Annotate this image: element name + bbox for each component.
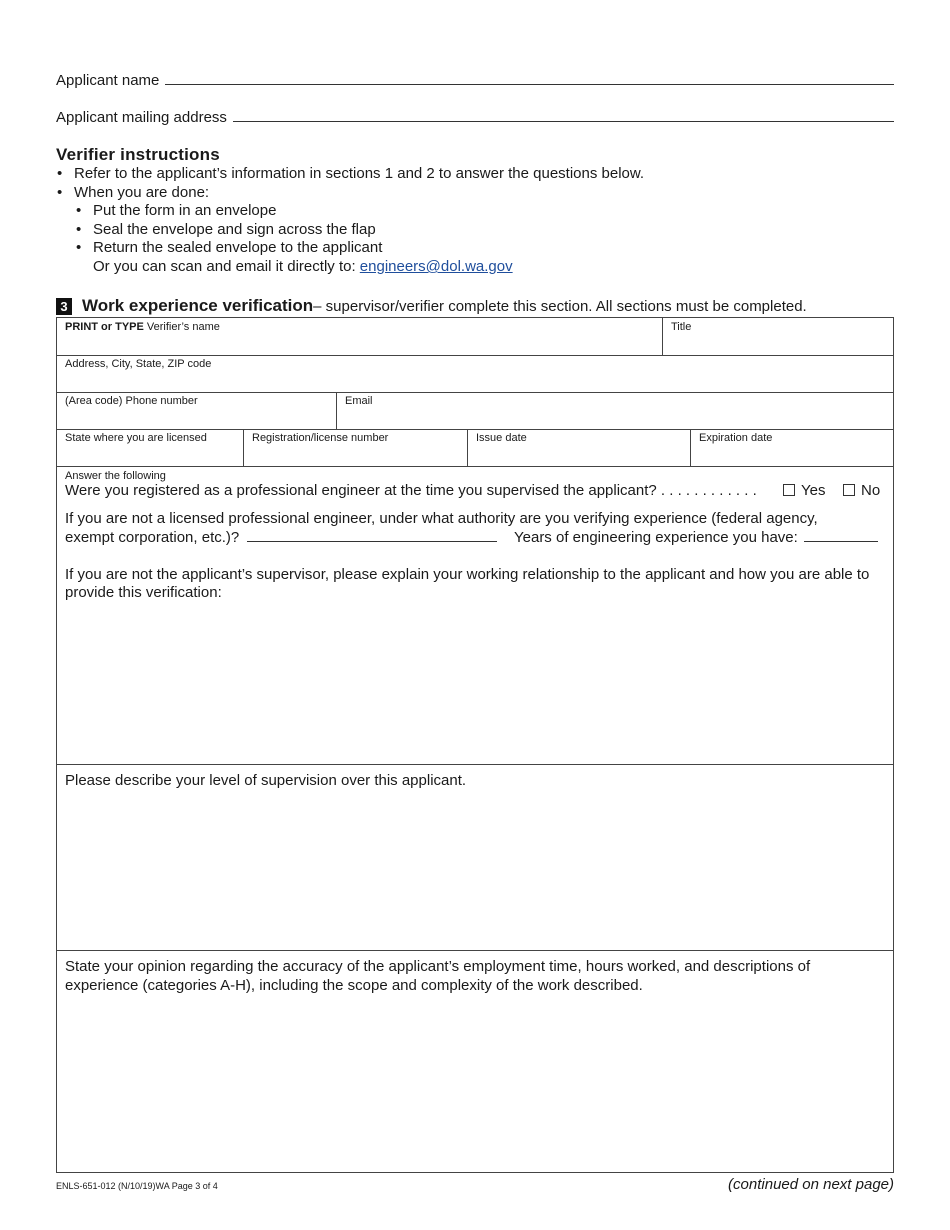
title-label: Title	[671, 321, 692, 333]
opinion-field[interactable]	[57, 950, 893, 1172]
address-label: Address, City, State, ZIP code	[65, 358, 212, 370]
issue-date-field[interactable]	[468, 429, 690, 466]
years-label: Years of engineering experience you have:	[514, 528, 798, 546]
section-subtitle: – supervisor/verifier complete this section. All sections must be completed.	[313, 297, 807, 315]
applicant-name-label: Applicant name	[56, 72, 160, 89]
form-id: ENLS-651-012 (N/10/19)WA Page 3 of 4	[56, 1181, 218, 1191]
applicant-name-line[interactable]	[165, 83, 894, 85]
section-3-heading	[56, 296, 807, 316]
no-checkbox[interactable]	[843, 484, 855, 496]
state-licensed-field[interactable]	[57, 429, 243, 466]
instruction-subitem: • Return the sealed envelope to the applicant	[75, 239, 875, 258]
scan-text: Or you can scan and email it directly to:	[93, 258, 356, 275]
applicant-address-label: Applicant mailing address	[56, 109, 227, 126]
address-field[interactable]	[57, 355, 893, 392]
email-label: Email	[345, 395, 373, 407]
registration-label: Registration/license number	[252, 432, 389, 444]
print-or-type-label: PRINT or TYPE	[65, 321, 144, 333]
yes-checkbox[interactable]	[783, 484, 795, 496]
state-label: State where you are licensed	[65, 432, 207, 444]
verification-form	[56, 317, 894, 1173]
verifier-name-label: Verifier’s name	[146, 321, 220, 333]
applicant-address-row	[56, 109, 894, 126]
questions-block	[57, 466, 893, 764]
opinion-question: State your opinion regarding the accuracy of the applicant’s employment time, hours worked, and descriptions of experience (categories A-H), including the scope and complexity of the work described.	[65, 958, 811, 994]
no-option[interactable]	[843, 482, 880, 501]
authority-question-line1: If you are not a licensed professional engineer, under what authority are you verifying experience (federal agency,	[65, 510, 818, 527]
years-group	[514, 529, 878, 548]
title-field[interactable]	[663, 318, 893, 355]
verifier-instructions-title: Verifier instructions	[56, 145, 220, 164]
instruction-sublist	[75, 202, 875, 258]
expiration-date-label: Expiration date	[699, 432, 773, 444]
relationship-question: If you are not the applicant’s supervisor, please explain your working relationship to the applicant and how you are able to provide this verification:	[65, 565, 870, 601]
instruction-subitem: • Put the form in an envelope	[75, 202, 875, 221]
email-field[interactable]	[337, 392, 893, 429]
email-link[interactable]: engineers@dol.wa.gov	[359, 258, 513, 275]
section-number-badge: 3	[56, 298, 72, 315]
registered-question: Were you registered as a professional engineer at the time you supervised the applicant? . . . . . . . . . . . .	[65, 482, 757, 499]
applicant-address-line[interactable]	[233, 120, 894, 122]
verifier-instructions-list	[56, 165, 896, 202]
registered-question-row	[65, 482, 885, 501]
no-label: No	[861, 482, 881, 499]
answer-following-label: Answer the following	[65, 470, 166, 482]
expiration-date-field[interactable]	[691, 429, 893, 466]
supervision-question: Please describe your level of supervision over this applicant.	[65, 772, 467, 789]
instruction-item: • When you are done:	[56, 184, 896, 203]
authority-question-line2: exempt corporation, etc.)?	[65, 528, 240, 546]
authority-question-row	[65, 529, 885, 548]
applicant-name-row	[56, 72, 894, 89]
yes-label: Yes	[801, 482, 826, 499]
instruction-item: • Refer to the applicant’s information in sections 1 and 2 to answer the questions below.	[56, 165, 896, 184]
scan-email-line	[93, 258, 513, 277]
continued-note: (continued on next page)	[728, 1176, 894, 1193]
verifier-name-field[interactable]	[57, 318, 663, 355]
section-title: Work experience verification	[82, 296, 314, 315]
phone-field[interactable]	[57, 392, 336, 429]
yes-option[interactable]	[783, 482, 825, 501]
instruction-subitem: • Seal the envelope and sign across the flap	[75, 221, 875, 240]
authority-input-line[interactable]	[247, 540, 497, 542]
issue-date-label: Issue date	[476, 432, 527, 444]
registration-number-field[interactable]	[244, 429, 467, 466]
phone-label: (Area code) Phone number	[65, 395, 198, 407]
years-input-line[interactable]	[804, 540, 878, 542]
supervision-level-field[interactable]	[57, 764, 893, 950]
